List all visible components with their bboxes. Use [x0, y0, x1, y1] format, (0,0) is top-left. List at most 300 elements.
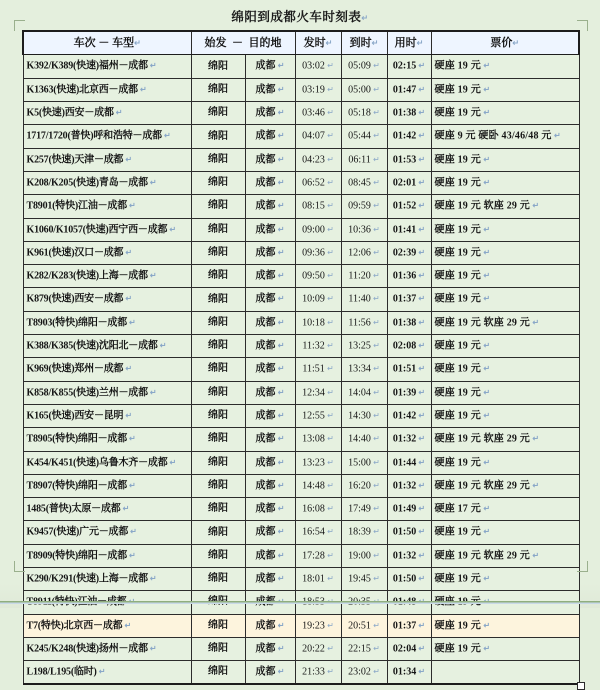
cell-train-number-text: T8905(特快)绵阳－成都 [26, 433, 128, 445]
cell-fare [431, 55, 579, 78]
cell-destination [245, 568, 295, 591]
cell-train-number-text: K388/K385(快速)沈阳北－成都 [26, 340, 158, 352]
cell-departure-time [295, 544, 341, 567]
table-row[interactable] [23, 265, 579, 288]
cell-departure-time-text: 12:34 [302, 386, 325, 398]
paragraph-mark-icon: ↵ [370, 317, 380, 327]
column-header-arrive-label: 到时 [349, 37, 372, 49]
cell-fare-text: 硬座 19 元 [434, 619, 481, 631]
paragraph-mark-icon: ↵ [480, 224, 491, 234]
cell-destination-text: 成都 [255, 130, 276, 142]
table-row[interactable] [23, 428, 579, 451]
paragraph-mark-icon: ↵ [480, 504, 491, 514]
cell-train-number-text: K208/K205(快速)青岛－成都 [26, 177, 148, 189]
cell-origin-text: 绵阳 [208, 246, 228, 258]
cell-origin [191, 265, 245, 288]
cell-arrival-time-text: 10:36 [348, 223, 371, 235]
cell-origin [191, 218, 245, 241]
paragraph-mark-icon: ↵ [416, 364, 426, 374]
paragraph-mark-icon: ↵ [480, 271, 491, 281]
paragraph-mark-icon: ↵ [370, 527, 380, 537]
table-row[interactable] [23, 171, 579, 194]
cell-destination [245, 218, 295, 241]
paragraph-mark-icon: ↵ [275, 550, 285, 560]
paragraph-mark-icon: ↵ [123, 154, 132, 164]
cell-train-number [23, 521, 191, 544]
paragraph-mark-icon: ↵ [324, 643, 334, 653]
cell-train-number [23, 218, 191, 241]
cell-departure-time [295, 55, 341, 78]
cell-fare [431, 381, 579, 404]
paragraph-mark-icon: ↵ [416, 294, 426, 304]
paragraph-mark-icon: ↵ [275, 201, 285, 211]
cell-departure-time [295, 241, 341, 264]
cell-origin [191, 428, 245, 451]
cell-arrival-time-text: 08:45 [348, 177, 371, 189]
cell-fare-text: 硬座 19 元 [434, 386, 481, 398]
cell-departure-time-text: 16:08 [302, 503, 325, 515]
paragraph-mark-icon: ↵ [370, 620, 380, 630]
paragraph-mark-icon: ↵ [275, 574, 285, 583]
cell-fare-text: 硬座 9 元 硬卧 43/46/48 元 [434, 130, 552, 142]
cell-train-number [23, 498, 191, 521]
cell-departure-time-text: 04:23 [302, 153, 325, 165]
cell-destination [245, 498, 295, 521]
cell-departure-time-text: 11:51 [302, 363, 325, 375]
paragraph-mark-icon: ↵ [275, 108, 285, 118]
cell-duration-text: 01:34 [392, 666, 417, 678]
cell-duration [387, 521, 431, 544]
paragraph-mark-icon: ↵ [480, 154, 491, 164]
cell-destination [245, 148, 295, 171]
cell-fare [431, 498, 579, 521]
cell-origin [191, 661, 245, 685]
page-title-text: 绵阳到成都火车时刻表 [231, 10, 362, 24]
paragraph-mark-icon: ↵ [416, 131, 426, 141]
cell-departure-time [295, 521, 341, 544]
cell-fare [431, 358, 579, 381]
cell-origin [191, 521, 245, 544]
cell-origin-text: 绵阳 [208, 200, 228, 212]
paragraph-mark-icon: ↵ [370, 341, 380, 351]
cell-fare-text: 硬座 19 元 [434, 340, 481, 352]
table-row[interactable] [23, 102, 579, 125]
cell-fare [431, 474, 579, 497]
cell-train-number-text: T7(特快)北京西－成都 [26, 619, 123, 631]
cell-destination-text: 成都 [255, 107, 276, 119]
cell-duration-text: 02:04 [392, 643, 417, 655]
paragraph-mark-icon: ↵ [167, 457, 177, 467]
column-header-origin-destination[interactable] [191, 31, 295, 55]
column-header-depart[interactable] [295, 31, 341, 55]
table-row[interactable] [23, 568, 579, 591]
cell-origin [191, 498, 245, 521]
cell-train-number-text: K257(快速)天津－成都 [26, 153, 124, 165]
cell-fare-text: 硬座 19 元 [434, 526, 481, 538]
paragraph-mark-icon: ↵ [416, 201, 426, 211]
cell-arrival-time-text: 14:30 [348, 410, 371, 422]
cell-departure-time-text: 04:07 [302, 130, 325, 142]
cell-origin [191, 358, 245, 381]
cell-origin-text: 绵阳 [208, 293, 228, 305]
cell-destination [245, 614, 295, 637]
cell-arrival-time [341, 568, 387, 591]
paragraph-mark-icon: ↵ [480, 620, 491, 630]
cell-origin [191, 148, 245, 171]
paragraph-mark-icon: ↵ [530, 317, 540, 327]
table-row[interactable] [23, 335, 579, 358]
table-resize-handle[interactable] [577, 682, 585, 690]
cell-destination-text: 成都 [255, 456, 276, 468]
cell-train-number [23, 148, 191, 171]
cell-origin-text: 绵阳 [208, 456, 228, 468]
paragraph-mark-icon: ↵ [123, 294, 132, 304]
cell-origin [191, 241, 245, 264]
cell-duration-text: 01:39 [392, 386, 417, 398]
table-row[interactable] [23, 521, 579, 544]
cell-origin-text: 绵阳 [208, 526, 228, 538]
cell-departure-time [295, 451, 341, 474]
paragraph-mark-icon: ↵ [275, 667, 285, 677]
paragraph-mark-icon: ↵ [324, 294, 334, 304]
cell-duration [387, 614, 431, 637]
cell-arrival-time-text: 18:39 [348, 526, 371, 538]
cell-destination-text: 成都 [255, 84, 276, 96]
paragraph-mark-icon: ↵ [147, 61, 157, 71]
cell-arrival-time-text: 11:20 [348, 270, 371, 282]
cell-destination [245, 195, 295, 218]
cell-origin-text: 绵阳 [208, 60, 228, 72]
cell-duration [387, 311, 431, 334]
column-header-fare[interactable] [431, 31, 579, 55]
cell-train-number [23, 125, 191, 148]
cell-origin-text: 绵阳 [208, 270, 228, 282]
paragraph-mark-icon: ↵ [480, 364, 491, 374]
cell-destination-text: 成都 [255, 550, 276, 561]
cell-destination [245, 428, 295, 451]
cell-train-number-text: K1363(快速)北京西－成都 [26, 84, 138, 96]
cell-train-number [23, 311, 191, 334]
paragraph-mark-icon: ↵ [370, 247, 380, 257]
paragraph-mark-icon: ↵ [370, 177, 380, 187]
cell-arrival-time-text: 15:00 [348, 456, 371, 468]
cell-departure-time-text: 10:09 [302, 293, 325, 305]
cell-train-number [23, 474, 191, 497]
cell-origin [191, 637, 245, 660]
cell-duration [387, 544, 431, 567]
paragraph-mark-icon: ↵ [416, 667, 426, 677]
cell-arrival-time-text: 11:40 [348, 293, 371, 305]
table-row[interactable] [23, 498, 579, 521]
cell-fare-text: 硬座 19 元 [434, 363, 481, 375]
cell-fare-text: 硬座 19 元 [434, 247, 481, 259]
paragraph-mark-icon: ↵ [416, 341, 426, 351]
cell-destination [245, 55, 295, 78]
table-row[interactable] [23, 637, 579, 660]
paragraph-mark-icon: ↵ [324, 177, 334, 187]
cell-fare-text: 硬座 19 元 [434, 270, 481, 282]
cell-arrival-time [341, 148, 387, 171]
paragraph-mark-icon: ↵ [275, 317, 285, 327]
cell-train-number [23, 265, 191, 288]
paragraph-mark-icon: ↵ [370, 61, 380, 71]
cell-destination [245, 451, 295, 474]
cell-destination [245, 404, 295, 427]
cell-train-number [23, 544, 191, 567]
paragraph-mark-icon: ↵ [275, 131, 285, 141]
paragraph-mark-icon: ↵ [416, 38, 424, 48]
cell-arrival-time-text: 05:00 [348, 84, 371, 96]
paragraph-mark-icon: ↵ [324, 201, 334, 211]
cell-destination-text: 成都 [255, 247, 276, 259]
paragraph-mark-icon: ↵ [275, 271, 285, 281]
table-row[interactable] [23, 661, 579, 685]
paragraph-mark-icon: ↵ [480, 294, 491, 304]
paragraph-mark-icon: ↵ [167, 224, 176, 234]
cell-departure-time [295, 218, 341, 241]
cell-train-number [23, 637, 191, 660]
cell-departure-time-text: 11:32 [302, 340, 325, 352]
cell-duration [387, 428, 431, 451]
cell-arrival-time [341, 404, 387, 427]
cell-arrival-time [341, 311, 387, 334]
paragraph-mark-icon: ↵ [275, 504, 285, 514]
cell-duration-text: 01:41 [392, 223, 417, 235]
table-row[interactable] [23, 148, 579, 171]
paragraph-mark-icon: ↵ [371, 38, 379, 48]
paragraph-mark-icon: ↵ [416, 410, 426, 420]
cell-duration [387, 171, 431, 194]
paragraph-mark-icon: ↵ [416, 61, 426, 71]
cell-departure-time [295, 311, 341, 334]
paragraph-mark-icon: ↵ [127, 480, 136, 490]
cell-arrival-time [341, 288, 387, 311]
column-header-duration-label: 用时 [394, 37, 417, 49]
paragraph-mark-icon: ↵ [370, 434, 380, 444]
cell-duration-text: 01:53 [392, 153, 417, 165]
cell-origin-text: 绵阳 [208, 386, 228, 398]
cell-departure-time [295, 148, 341, 171]
paragraph-mark-icon: ↵ [551, 131, 561, 141]
table-row[interactable] [23, 241, 579, 264]
paragraph-mark-icon: ↵ [275, 247, 285, 257]
cell-departure-time [295, 358, 341, 381]
paragraph-mark-icon: ↵ [416, 434, 426, 444]
table-row[interactable] [23, 288, 579, 311]
cell-arrival-time-text: 22:15 [348, 643, 371, 655]
cell-arrival-time [341, 451, 387, 474]
page-bottom-divider [0, 601, 600, 604]
cell-departure-time [295, 125, 341, 148]
table-row[interactable] [23, 195, 579, 218]
table-row[interactable] [23, 381, 579, 404]
train-schedule-table [22, 30, 580, 685]
cell-arrival-time [341, 241, 387, 264]
cell-departure-time-text: 21:33 [302, 666, 325, 678]
table-row[interactable] [23, 451, 579, 474]
cell-duration [387, 637, 431, 660]
cell-origin-text: 绵阳 [208, 340, 228, 352]
paragraph-mark-icon: ↵ [512, 38, 520, 48]
paragraph-mark-icon: ↵ [147, 643, 157, 653]
cell-duration [387, 451, 431, 474]
cell-origin-text: 绵阳 [208, 177, 228, 189]
paragraph-mark-icon: ↵ [275, 224, 285, 234]
cell-duration-text: 01:49 [392, 503, 417, 515]
paragraph-mark-icon: ↵ [370, 131, 380, 141]
cell-duration [387, 568, 431, 591]
table-row[interactable] [23, 55, 579, 78]
paragraph-mark-icon: ↵ [370, 201, 380, 211]
paragraph-mark-icon: ↵ [324, 480, 334, 490]
cell-fare [431, 195, 579, 218]
cell-fare [431, 148, 579, 171]
cell-origin [191, 102, 245, 125]
cell-departure-time [295, 171, 341, 194]
cell-departure-time [295, 78, 341, 101]
cell-departure-time [295, 195, 341, 218]
cell-duration-text: 02:39 [392, 247, 417, 259]
cell-fare-text: 硬座 19 元 [434, 84, 481, 96]
table-row[interactable] [23, 218, 579, 241]
paragraph-mark-icon: ↵ [275, 410, 285, 420]
cell-train-number [23, 614, 191, 637]
paragraph-mark-icon: ↵ [370, 387, 380, 397]
cell-train-number-text: K392/K389(快速)福州－成都 [26, 60, 148, 72]
cell-duration-text: 01:36 [392, 270, 417, 282]
cell-duration [387, 661, 431, 685]
paragraph-mark-icon: ↵ [416, 387, 426, 397]
cell-arrival-time [341, 521, 387, 544]
column-header-to-label: 目的地 [248, 37, 282, 50]
schedule-table-wrapper [22, 30, 578, 685]
paragraph-mark-icon: ↵ [120, 504, 130, 514]
cell-duration [387, 102, 431, 125]
cell-duration-text: 02:15 [392, 60, 417, 72]
paragraph-mark-icon: ↵ [416, 643, 426, 653]
cell-duration [387, 404, 431, 427]
cell-departure-time [295, 614, 341, 637]
cell-train-number-text: 1485(普快)太原－成都 [26, 503, 121, 515]
paragraph-mark-icon: ↵ [147, 177, 157, 187]
table-row[interactable] [23, 474, 579, 497]
paragraph-mark-icon: ↵ [161, 131, 171, 141]
cell-origin [191, 404, 245, 427]
cell-train-number-text: K961(快速)汉口－成都 [26, 247, 124, 259]
cell-fare-text: 硬座 19 元 [434, 643, 481, 655]
cell-fare-text: 硬座 19 元 [434, 223, 481, 235]
cell-departure-time [295, 404, 341, 427]
table-row[interactable] [23, 544, 579, 567]
table-row[interactable] [23, 125, 579, 148]
paragraph-mark-icon: ↵ [324, 108, 334, 118]
cell-duration-text: 02:01 [392, 177, 417, 189]
paragraph-mark-icon: ↵ [480, 61, 491, 71]
cell-fare [431, 218, 579, 241]
cell-origin [191, 568, 245, 591]
table-row[interactable] [23, 404, 579, 427]
cell-destination [245, 125, 295, 148]
cell-destination [245, 311, 295, 334]
cell-train-number-text: K969(快速)郑州－成都 [26, 363, 124, 375]
cell-departure-time [295, 498, 341, 521]
paragraph-mark-icon: ↵ [275, 620, 285, 630]
paragraph-mark-icon: ↵ [275, 480, 285, 490]
cell-train-number-text: K1060/K1057(快速)西宁西－成都 [26, 223, 168, 235]
cell-fare [431, 428, 579, 451]
cell-departure-time-text: 14:48 [302, 480, 325, 492]
cell-duration [387, 241, 431, 264]
table-row[interactable] [23, 78, 579, 101]
table-row[interactable] [23, 614, 579, 637]
cell-origin-text: 绵阳 [208, 643, 228, 655]
paragraph-mark-icon: ↵ [480, 341, 491, 351]
table-row[interactable] [23, 311, 579, 334]
cell-destination [245, 265, 295, 288]
cell-fare [431, 102, 579, 125]
cell-train-number-text: L198/L195(临时) [26, 666, 97, 678]
cell-train-number-text: K9457(快速)广元－成都 [26, 526, 129, 538]
cell-destination-text: 成都 [255, 410, 276, 422]
cell-fare-text: 硬座 19 元 软座 29 元 [434, 480, 530, 492]
cell-arrival-time-text: 05:09 [348, 60, 371, 72]
paragraph-mark-icon: ↵ [370, 643, 380, 653]
cell-duration-text: 01:42 [392, 130, 417, 142]
cell-departure-time [295, 288, 341, 311]
cell-departure-time-text: 12:55 [302, 410, 325, 422]
cell-duration-text: 01:32 [392, 480, 417, 492]
paragraph-mark-icon: ↵ [127, 550, 136, 560]
cell-fare-text: 硬座 19 元 [434, 456, 481, 468]
cell-train-number-text: 1717/1720(普快)呼和浩特－成都 [26, 130, 162, 142]
cell-fare-text: 硬座 19 元 软座 29 元 [434, 317, 530, 329]
table-row[interactable] [23, 358, 579, 381]
paragraph-mark-icon: ↵ [530, 201, 540, 211]
cell-departure-time [295, 568, 341, 591]
cell-train-number-text: K879(快速)西安－成都 [26, 293, 124, 305]
column-header-from-label: 始发 [204, 37, 227, 50]
column-header-arrive[interactable] [341, 31, 387, 55]
paragraph-mark-icon: ↵ [96, 667, 106, 677]
cell-arrival-time [341, 498, 387, 521]
cell-departure-time-text: 09:36 [302, 247, 325, 259]
paragraph-mark-icon: ↵ [370, 457, 380, 467]
paragraph-mark-icon: ↵ [370, 271, 380, 281]
cell-fare-text: 硬座 19 元 软座 29 元 [434, 433, 530, 445]
cell-departure-time-text: 13:23 [302, 456, 325, 468]
cell-destination-text: 成都 [255, 619, 276, 631]
cell-destination [245, 241, 295, 264]
cell-destination-text: 成都 [255, 666, 276, 678]
cell-departure-time-text: 09:00 [302, 223, 325, 235]
cell-train-number-text: T8907(特快)绵阳－成都 [26, 480, 128, 492]
paragraph-mark-icon: ↵ [480, 387, 491, 397]
paragraph-mark-icon: ↵ [324, 527, 334, 537]
cell-train-number-text: K290/K291(快速)上海－成都 [26, 573, 148, 585]
cell-fare-text: 硬座 17 元 [434, 503, 481, 515]
cell-arrival-time-text: 12:06 [348, 247, 371, 259]
paragraph-mark-icon: ↵ [480, 247, 491, 257]
column-header-duration[interactable] [387, 31, 431, 55]
paragraph-mark-icon: ↵ [324, 154, 334, 164]
paragraph-mark-icon: ↵ [324, 574, 334, 583]
cell-origin [191, 474, 245, 497]
cell-origin [191, 544, 245, 567]
cell-origin [191, 125, 245, 148]
cell-fare [431, 637, 579, 660]
column-header-train[interactable] [23, 31, 191, 55]
cell-origin-text: 绵阳 [208, 130, 228, 142]
